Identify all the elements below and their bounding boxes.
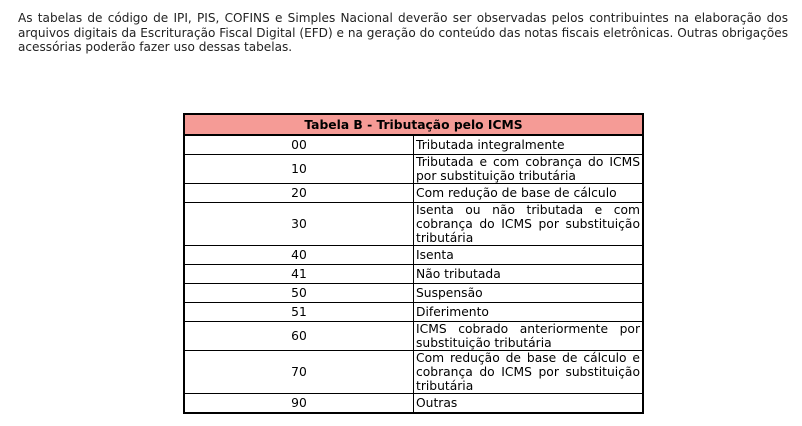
intro-paragraph: As tabelas de código de IPI, PIS, COFINS e Simples Nacional deverão ser observadas pelos contribuintes na elaboração dos arquivos digitais da Escrituração Fiscal Digital (EFD) e na geração do conteúdo das notas fiscais eletrônicas. Outras obrigações acessórias poderão fazer uso dessas tabelas. xyxy=(18,11,788,54)
description-cell: Com redução de base de cálculo e cobrança do ICMS por substituição tributária xyxy=(414,351,644,394)
code-cell: 90 xyxy=(184,394,414,414)
description-cell: Diferimento xyxy=(414,303,644,322)
description-cell: Suspensão xyxy=(414,284,644,303)
table-row xyxy=(184,265,643,284)
code-cell: 30 xyxy=(184,203,414,246)
code-cell: 60 xyxy=(184,322,414,351)
description-cell: Não tributada xyxy=(414,265,644,284)
code-cell: 10 xyxy=(184,155,414,184)
code-cell: 20 xyxy=(184,184,414,203)
icms-taxation-table xyxy=(183,113,644,414)
table-row xyxy=(184,322,643,351)
description-cell: ICMS cobrado anteriormente por substituição tributária xyxy=(414,322,644,351)
description-cell: Tributada integralmente xyxy=(414,135,644,155)
description-cell: Com redução de base de cálculo xyxy=(414,184,644,203)
table-row xyxy=(184,184,643,203)
table-row xyxy=(184,394,643,414)
table-row xyxy=(184,351,643,394)
description-cell: Outras xyxy=(414,394,644,414)
code-cell: 50 xyxy=(184,284,414,303)
description-cell: Isenta xyxy=(414,246,644,265)
table-row xyxy=(184,284,643,303)
code-cell: 70 xyxy=(184,351,414,394)
table-row xyxy=(184,203,643,246)
code-cell: 40 xyxy=(184,246,414,265)
table-row xyxy=(184,135,643,155)
code-cell: 51 xyxy=(184,303,414,322)
description-cell: Tributada e com cobrança do ICMS por substituição tributária xyxy=(414,155,644,184)
table-row xyxy=(184,246,643,265)
table-row xyxy=(184,155,643,184)
code-cell: 41 xyxy=(184,265,414,284)
table-row xyxy=(184,303,643,322)
table-title: Tabela B - Tributação pelo ICMS xyxy=(184,114,643,135)
description-cell: Isenta ou não tributada e com cobrança do ICMS por substituição tributária xyxy=(414,203,644,246)
code-cell: 00 xyxy=(184,135,414,155)
